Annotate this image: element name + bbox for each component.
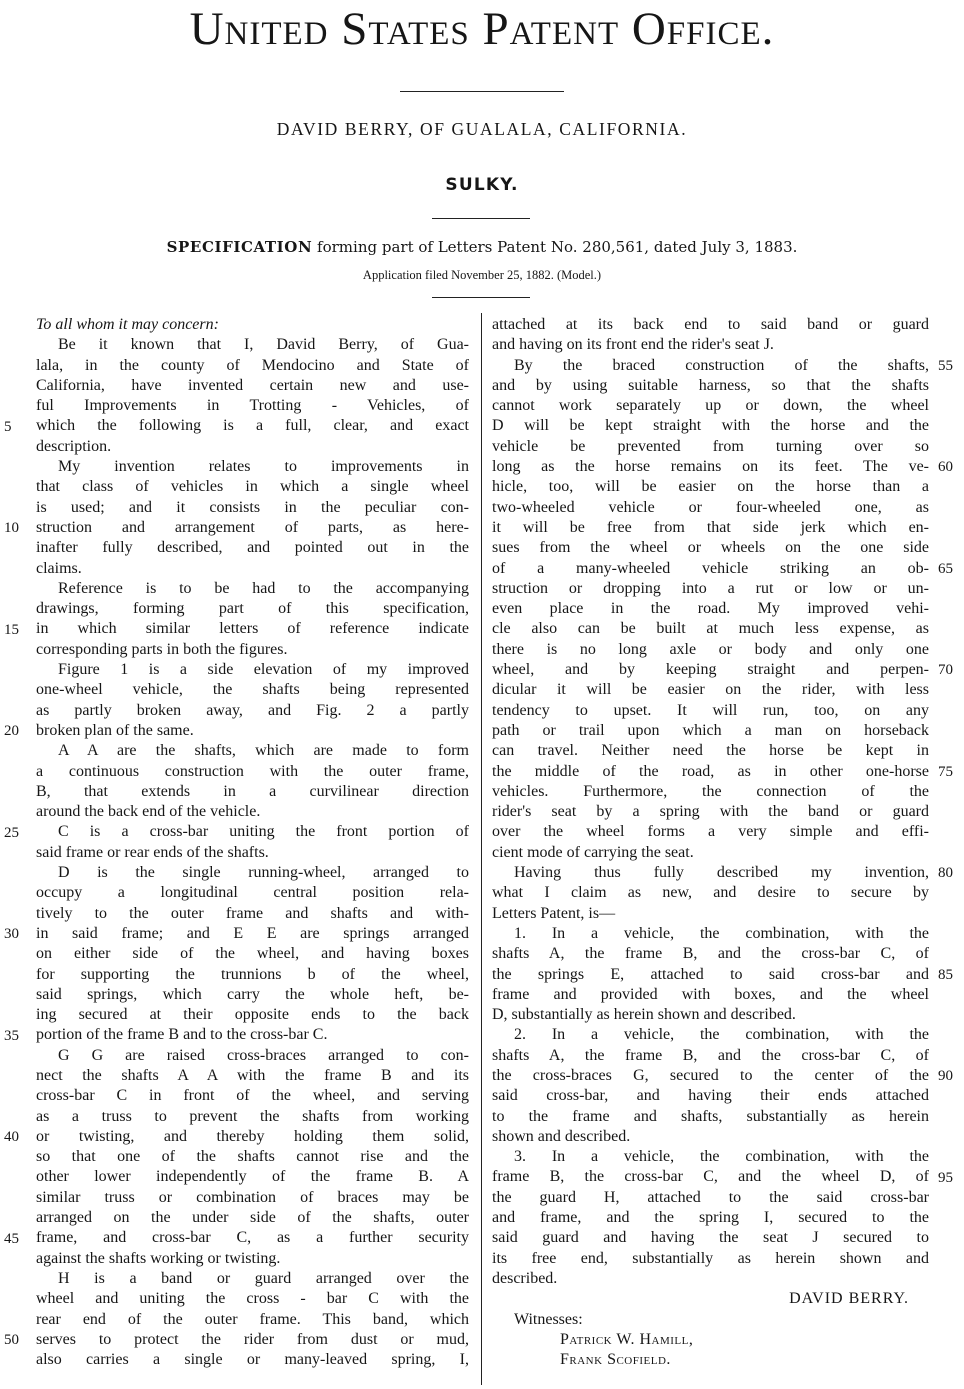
left-column-line: rear end of the outer frame. This band, which	[36, 1310, 469, 1328]
right-column-line: can travel. Neither need the horse be kept in	[492, 742, 929, 760]
right-column-line: the middle of the road, as in other one-horse	[492, 762, 929, 780]
right-column-line: vehicles. Furthermore, the connection of the	[492, 782, 929, 800]
left-column-line: on either side of the wheel, and having boxes	[36, 945, 469, 963]
left-column-line: nect the shafts A A with the frame B and its	[36, 1066, 469, 1084]
left-column-line: against the shafts working or twisting.	[36, 1249, 281, 1267]
right-column-line: its free end, substantially as herein shown and	[492, 1249, 929, 1267]
left-column-line: Reference is to be had to the accompanying	[58, 579, 469, 597]
left-column-line: C is a cross-bar uniting the front portion of	[58, 823, 469, 841]
subject-rule	[432, 218, 530, 219]
right-column-line: two-wheeled vehicle or four-wheeled one, as	[492, 498, 929, 516]
right-column-line: wheel, and by keeping straight and perpen-	[492, 661, 929, 679]
right-column-line: vehicle be prevented from turning over so	[492, 437, 929, 455]
left-column-line: inafter fully described, and pointed out in the	[36, 539, 469, 557]
left-column-line: description.	[36, 437, 112, 455]
left-column-line: which the following is a full, clear, and exact	[36, 417, 469, 435]
left-column-line: Be it known that I, David Berry, of Gua-	[58, 336, 469, 354]
right-column-line: 1. In a vehicle, the combination, with the	[514, 924, 929, 942]
filed-rule	[432, 297, 530, 298]
line-number: 30	[4, 926, 19, 942]
right-column-line: Having thus fully described my invention,	[514, 864, 929, 882]
left-column-line: similar truss or combination of braces may be	[36, 1188, 469, 1206]
left-column-line: ful Improvements in Trotting - Vehicles, of	[36, 397, 469, 415]
right-column-line: there is no long axle or body and only one	[492, 640, 929, 658]
left-column-line: G G are raised cross-braces arranged to con-	[58, 1046, 469, 1064]
left-column-line: a continuous construction with the outer frame,	[36, 762, 469, 780]
right-column-line: the cross-braces G, secured to the center of the	[492, 1066, 929, 1084]
right-column-line: tendency to upset. It will run, too, on any	[492, 701, 929, 719]
line-number: 80	[938, 865, 953, 882]
right-column-line: 2. In a vehicle, the combination, with the	[514, 1026, 929, 1044]
line-number: 85	[938, 966, 953, 983]
right-column-line: over the wheel forms a very simple and effi-	[492, 823, 929, 841]
line-number: 65	[938, 560, 953, 577]
left-column-line: arranged on the under side of the shafts, outer	[36, 1209, 469, 1227]
right-column-line: to the frame and shafts, substantially as herein	[492, 1107, 929, 1125]
left-column	[36, 315, 469, 1370]
left-column-line: D is the single running-wheel, arranged to	[58, 864, 469, 882]
title-rule	[400, 91, 564, 92]
line-number: 35	[4, 1027, 19, 1044]
right-column-line: described.	[492, 1269, 558, 1287]
left-column-line: H is a band or guard arranged over the	[58, 1269, 469, 1287]
left-column-line: said frame or rear ends of the shafts.	[36, 843, 269, 861]
office-title: United States Patent Office.	[189, 3, 775, 55]
application-filed-line: Application filed November 25, 1882. (Model.)	[362, 268, 602, 282]
left-column-line: drawings, forming part of this specification,	[36, 600, 469, 618]
left-column-line: in which similar letters of reference indicate	[36, 620, 469, 638]
left-column-line: for supporting the trunnions b of the wheel,	[36, 965, 469, 983]
left-column-line: My invention relates to improvements in	[58, 458, 469, 476]
right-column-line: the springs E, attached to said cross-bar and	[492, 965, 929, 983]
right-column-line: frame and provided with boxes, and the wheel	[492, 985, 929, 1003]
left-column-line: occupy a longitudinal central position rela-	[36, 884, 469, 902]
right-column-line: frame B, the cross-bar C, and the wheel D, of	[492, 1168, 929, 1186]
left-column-line: that class of vehicles in which a single wheel	[36, 478, 469, 496]
line-number: 20	[4, 723, 19, 739]
column-divider	[481, 313, 482, 1385]
line-number: 40	[4, 1129, 19, 1145]
line-number: 5	[4, 418, 12, 435]
line-number: 45	[4, 1230, 19, 1247]
left-column-line: frame, and cross-bar C, as a further security	[36, 1229, 469, 1247]
left-column-line: struction and arrangement of parts, as here-	[36, 518, 469, 536]
right-column-line: hicle, too, will be easier on the horse than a	[492, 478, 929, 496]
right-column-line: Witnesses:	[514, 1310, 583, 1328]
right-column-line: D will be kept straight with the horse and the	[492, 417, 929, 435]
right-column-line: and by using suitable harness, so that the shafts	[492, 376, 929, 394]
right-column-line: and frame, and the spring I, secured to the	[492, 1209, 929, 1227]
left-column-line: as partly broken away, and Fig. 2 a partly	[36, 701, 469, 719]
right-column-line: cle also can be built at much less expense, as	[492, 620, 929, 638]
patent-subject: SULKY.	[445, 175, 519, 195]
right-column-line: shafts A, the frame B, and the cross-bar C, of	[492, 945, 929, 963]
right-column-line: By the braced construction of the shafts,	[514, 356, 929, 374]
left-column-line: serves to protect the rider from dust or mud,	[36, 1330, 469, 1348]
line-number: 95	[938, 1169, 953, 1186]
right-column-line: Frank Scofield.	[560, 1351, 671, 1369]
left-column-line: said springs, which carry the whole heft, be-	[36, 985, 469, 1003]
right-column-line: DAVID BERRY.	[789, 1290, 909, 1308]
left-column-line: other lower independently of the frame B. A	[36, 1168, 469, 1186]
right-column-line: said guard and having the seat J secured to	[492, 1229, 929, 1247]
right-column-line: Letters Patent, is—	[492, 904, 616, 922]
right-column	[492, 315, 929, 1370]
left-column-line: Figure 1 is a side elevation of my improved	[58, 661, 469, 679]
left-column-line: or twisting, and thereby holding them solid,	[36, 1127, 469, 1145]
left-column-line: is used; and it consists in the peculiar con-	[36, 498, 469, 516]
right-column-line: it will be free from that side jerk which en-	[492, 518, 929, 536]
left-column-line: broken plan of the same.	[36, 721, 194, 739]
right-column-line: shown and described.	[492, 1127, 631, 1145]
line-number: 75	[938, 763, 953, 780]
left-column-line: in said frame; and E E are springs arranged	[36, 924, 469, 942]
right-column-line: of a many-wheeled vehicle striking an ob-	[492, 559, 929, 577]
right-column-line: sues from the wheel or wheels on the one side	[492, 539, 929, 557]
right-column-line: attached at its back end to said band or guard	[492, 316, 929, 333]
right-column-line: struction or dropping into a rut or low or un-	[492, 579, 929, 597]
right-column-line: path or trail upon which a man on horseback	[492, 721, 929, 739]
right-column-line: long as the horse remains on its feet. The ve-	[492, 458, 929, 476]
right-column-line: the guard H, attached to the said cross-bar	[492, 1188, 929, 1206]
line-number: 50	[4, 1332, 19, 1348]
left-column-line: claims.	[36, 559, 82, 577]
right-column-line: and having on its front end the rider's seat J.	[492, 336, 774, 354]
right-column-line: what I claim as new, and desire to secure by	[492, 884, 929, 902]
line-number: 55	[938, 357, 953, 374]
left-column-line: wheel and uniting the cross - bar C with the	[36, 1290, 469, 1308]
left-column-line: B, that extends in a curvilinear direction	[36, 782, 469, 800]
left-column-line: cross-bar C in front of the wheel, and serving	[36, 1087, 469, 1105]
specification-detail: forming part of Letters Patent No. 280,561, dated July 3, 1883.	[312, 238, 798, 256]
left-column-line: lala, in the county of Mendocino and State of	[36, 356, 469, 374]
inventor-line: DAVID BERRY, OF GUALALA, CALIFORNIA.	[276, 119, 688, 139]
specification-line	[0, 236, 964, 258]
right-column-line: rider's seat by a spring with the band or guard	[492, 803, 929, 821]
left-column-line: also carries a single or many-leaved spring, I,	[36, 1351, 469, 1369]
line-number: 25	[4, 824, 19, 841]
left-column-line: so that one of the shafts cannot rise and the	[36, 1148, 469, 1166]
left-column-line: one-wheel vehicle, the shafts being represented	[36, 681, 469, 699]
left-column-line: corresponding parts in both the figures.	[36, 640, 288, 658]
left-column-line: ing secured at their opposite ends to the back	[36, 1006, 469, 1024]
left-column-line: tively to the outer frame and shafts and with-	[36, 904, 469, 922]
right-column-line: dicular it will be easier on the rider, with less	[492, 681, 929, 699]
right-column-line: cannot work separately up or down, the wheel	[492, 397, 929, 415]
left-column-line: California, have invented certain new and use-	[36, 376, 469, 394]
left-column-line: A A are the shafts, which are made to form	[58, 742, 469, 760]
left-column-line: as a truss to prevent the shafts from working	[36, 1107, 469, 1125]
left-column-line: To all whom it may concern:	[36, 316, 219, 333]
line-number: 60	[938, 459, 953, 476]
left-column-line: portion of the frame B and to the cross-bar C.	[36, 1026, 328, 1044]
right-column-line: said cross-bar, and having their ends attached	[492, 1087, 929, 1105]
specification-label: SPECIFICATION	[166, 238, 313, 256]
right-column-line: even place in the road. My improved vehi-	[492, 600, 929, 618]
line-number: 15	[4, 621, 19, 638]
right-column-line: cient mode of carrying the seat.	[492, 843, 694, 861]
right-column-line: Patrick W. Hamill,	[560, 1330, 694, 1348]
right-column-line: 3. In a vehicle, the combination, with the	[514, 1148, 929, 1166]
line-number: 70	[938, 662, 953, 679]
right-column-line: D, substantially as herein shown and described.	[492, 1006, 796, 1024]
right-column-line: shafts A, the frame B, and the cross-bar C, of	[492, 1046, 929, 1064]
line-number: 10	[4, 520, 19, 536]
left-column-line: around the back end of the vehicle.	[36, 803, 261, 821]
line-number: 90	[938, 1068, 953, 1085]
